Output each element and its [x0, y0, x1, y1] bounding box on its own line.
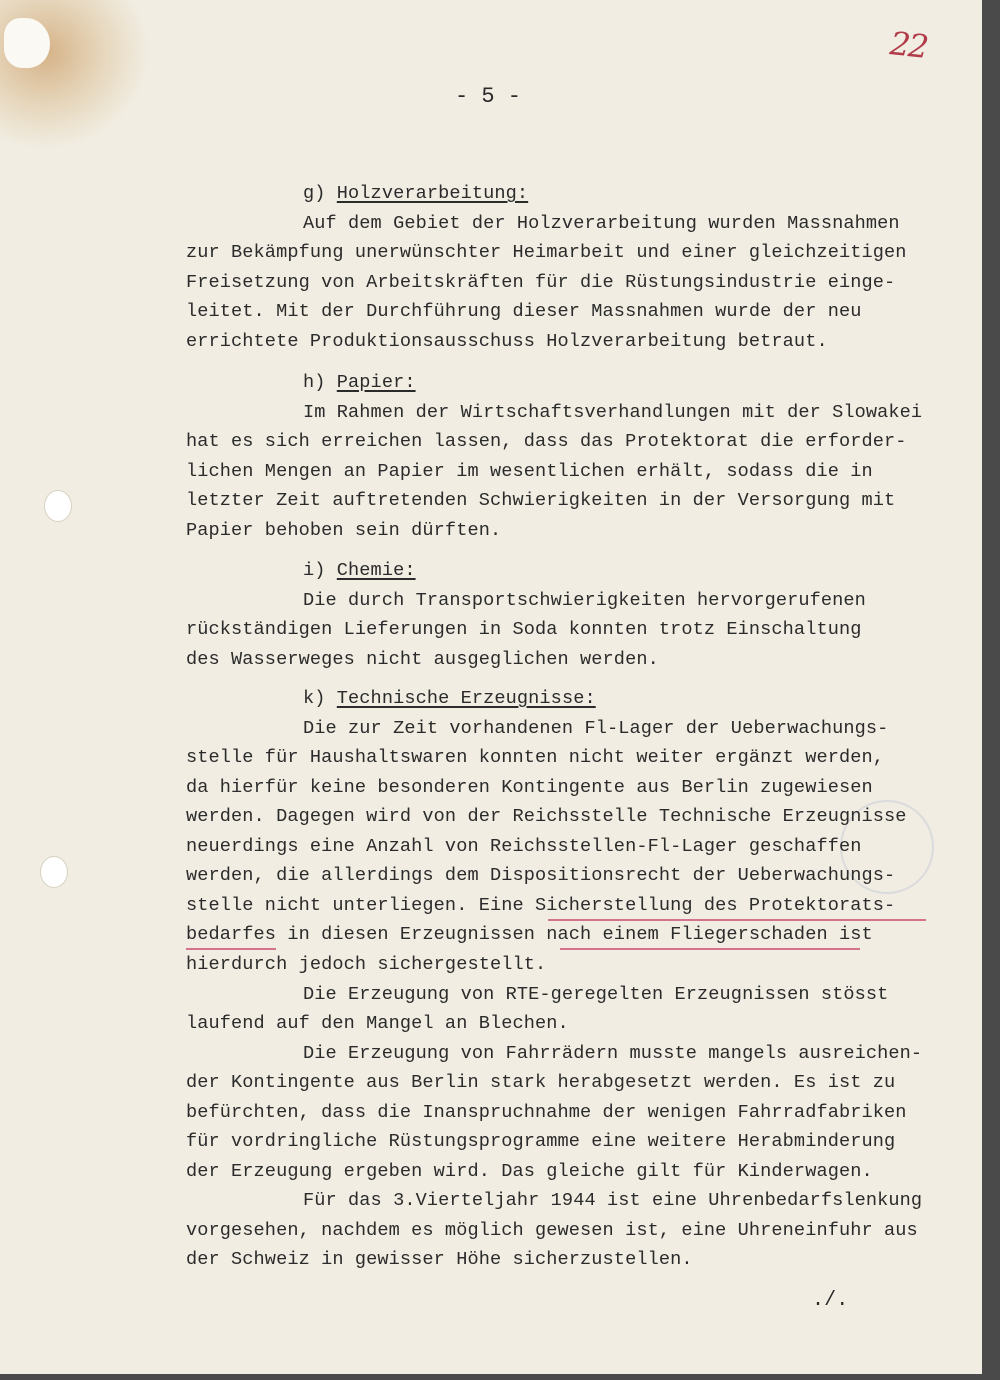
- section-title-k: Technische Erzeugnisse:: [336, 688, 596, 709]
- text-line: stelle für Haushaltswaren konnten nicht weiter ergänzt werden,: [186, 747, 884, 768]
- text-line: errichtete Produktionsausschuss Holzverarbeitung betraut.: [186, 331, 828, 352]
- section-title-h: Papier:: [336, 372, 416, 393]
- text-line: stelle nicht unterliegen. Eine Sicherstellung des Protektorats-: [186, 895, 896, 916]
- text-line: Im Rahmen der Wirtschaftsverhandlungen mit der Slowakei: [303, 402, 923, 423]
- text-line: werden, die allerdings dem Dispositionsrecht der Ueberwachungs-: [186, 865, 896, 886]
- punch-hole-top: [44, 490, 72, 522]
- archive-number: 22: [888, 24, 929, 66]
- text-line: Papier behoben sein dürften.: [186, 520, 502, 541]
- continuation-mark: ./.: [812, 1289, 849, 1312]
- section-letter-i: i): [303, 560, 337, 581]
- section-heading-g: [303, 183, 528, 204]
- punch-hole-bottom: [40, 856, 68, 888]
- section-heading-i: [303, 560, 416, 581]
- text-line: letzter Zeit auftretenden Schwierigkeiten in der Versorgung mit: [186, 490, 896, 511]
- text-line: hierdurch jedoch sichergestellt.: [186, 954, 547, 975]
- page-number: - 5 -: [455, 84, 522, 109]
- text-line: Freisetzung von Arbeitskräften für die Rüstungsindustrie einge-: [186, 272, 896, 293]
- text-line: für vordringliche Rüstungsprogramme eine weitere Herabminderung: [186, 1131, 896, 1152]
- text-line: bedarfes in diesen Erzeugnissen nach einem Fliegerschaden ist: [186, 924, 873, 945]
- text-line: Für das 3.Vierteljahr 1944 ist eine Uhrenbedarfslenkung: [303, 1190, 923, 1211]
- text-line: der Erzeugung ergeben wird. Das gleiche gilt für Kinderwagen.: [186, 1161, 873, 1182]
- torn-corner: [4, 18, 50, 68]
- text-line: Die Erzeugung von Fahrrädern musste mangels ausreichen-: [303, 1043, 923, 1064]
- text-line: hat es sich erreichen lassen, dass das Protektorat die erforder-: [186, 431, 907, 452]
- text-line: Die durch Transportschwierigkeiten hervorgerufenen: [303, 590, 866, 611]
- text-line: Die zur Zeit vorhandenen Fl-Lager der Ueberwachungs-: [303, 718, 889, 739]
- text-line: vorgesehen, nachdem es möglich gewesen ist, eine Uhreneinfuhr aus: [186, 1220, 918, 1241]
- red-pencil-underline: [548, 919, 926, 921]
- text-line: zur Bekämpfung unerwünschter Heimarbeit und einer gleichzeitigen: [186, 242, 907, 263]
- text-line: Die Erzeugung von RTE-geregelten Erzeugnissen stösst: [303, 984, 889, 1005]
- text-line: Auf dem Gebiet der Holzverarbeitung wurden Massnahmen: [303, 213, 900, 234]
- red-pencil-underline: [560, 948, 860, 950]
- section-letter-k: k): [303, 688, 337, 709]
- section-title-i: Chemie:: [336, 560, 416, 581]
- text-line: lichen Mengen an Papier im wesentlichen erhält, sodass die in: [186, 461, 873, 482]
- section-title-g: Holzverarbeitung:: [336, 183, 529, 204]
- text-line: laufend auf den Mangel an Blechen.: [186, 1013, 569, 1034]
- text-line: befürchten, dass die Inanspruchnahme der wenigen Fahrradfabriken: [186, 1102, 907, 1123]
- section-letter-h: h): [303, 372, 337, 393]
- text-line: rückständigen Lieferungen in Soda konnten trotz Einschaltung: [186, 619, 862, 640]
- text-line: werden. Dagegen wird von der Reichsstelle Technische Erzeugnisse: [186, 806, 907, 827]
- section-heading-k: [303, 688, 596, 709]
- section-heading-h: [303, 372, 416, 393]
- text-line: des Wasserweges nicht ausgeglichen werden.: [186, 649, 659, 670]
- text-line: neuerdings eine Anzahl von Reichsstellen-Fl-Lager geschaffen: [186, 836, 862, 857]
- text-line: der Kontingente aus Berlin stark herabgesetzt werden. Es ist zu: [186, 1072, 896, 1093]
- text-line: der Schweiz in gewisser Höhe sicherzustellen.: [186, 1249, 693, 1270]
- section-letter-g: g): [303, 183, 337, 204]
- text-line: leitet. Mit der Durchführung dieser Massnahmen wurde der neu: [186, 301, 862, 322]
- red-pencil-underline: [186, 948, 276, 950]
- text-line: da hierfür keine besonderen Kontingente aus Berlin zugewiesen: [186, 777, 873, 798]
